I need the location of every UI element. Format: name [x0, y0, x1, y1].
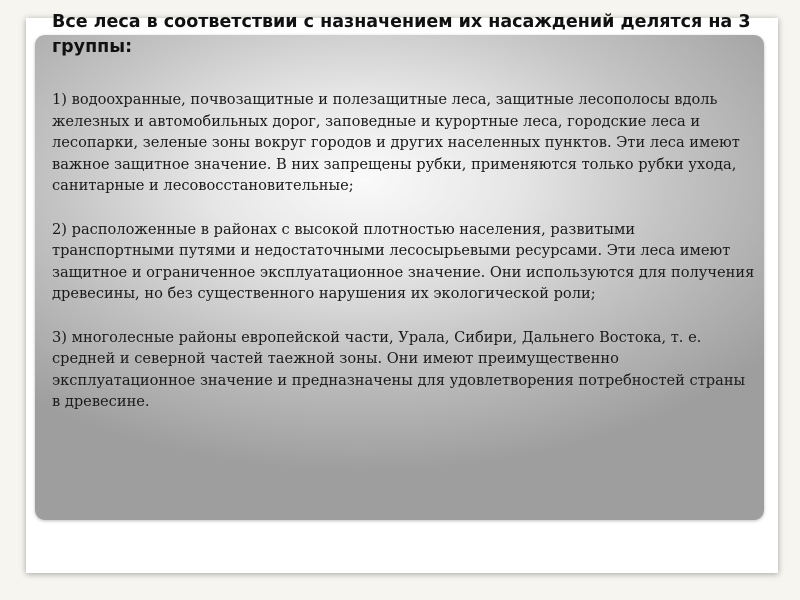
paragraph-group-2: 2) расположенные в районах с высокой плотностью населения, развитыми транспортными путями и недостаточными лесосырьевыми ресурсами. Эти леса имеют защитное и ограниченное эксплуатационное значение. Они используются для получения древесины, но без существенного нарушения их экологической роли; — [52, 220, 755, 303]
paragraph-group-1: 1) водоохранные, почвозащитные и полезащитные леса, защитные лесополосы вдоль железных и автомобильных дорог, заповедные и курортные леса, городские леса и лесопарки, зеленые зоны вокруг городов и других населенных пунктов. Эти леса имеют важное защитное значение. В них запрещены рубки, применяются только рубки ухода, санитарные и лесовосстановительные; — [52, 91, 740, 195]
slide-body — [52, 89, 757, 435]
slide-title: Все леса в соответствии с назначением их насаждений делятся на 3 группы: — [52, 12, 751, 57]
paragraph-group-3: 3) многолесные районы европейской части, Урала, Сибири, Дальнего Востока, т. е. средней и северной частей таежной зоны. Они имеют преимущественно эксплуатационное значение и предназначены для удовлетворения потребностей страны в древесине. — [52, 328, 746, 411]
